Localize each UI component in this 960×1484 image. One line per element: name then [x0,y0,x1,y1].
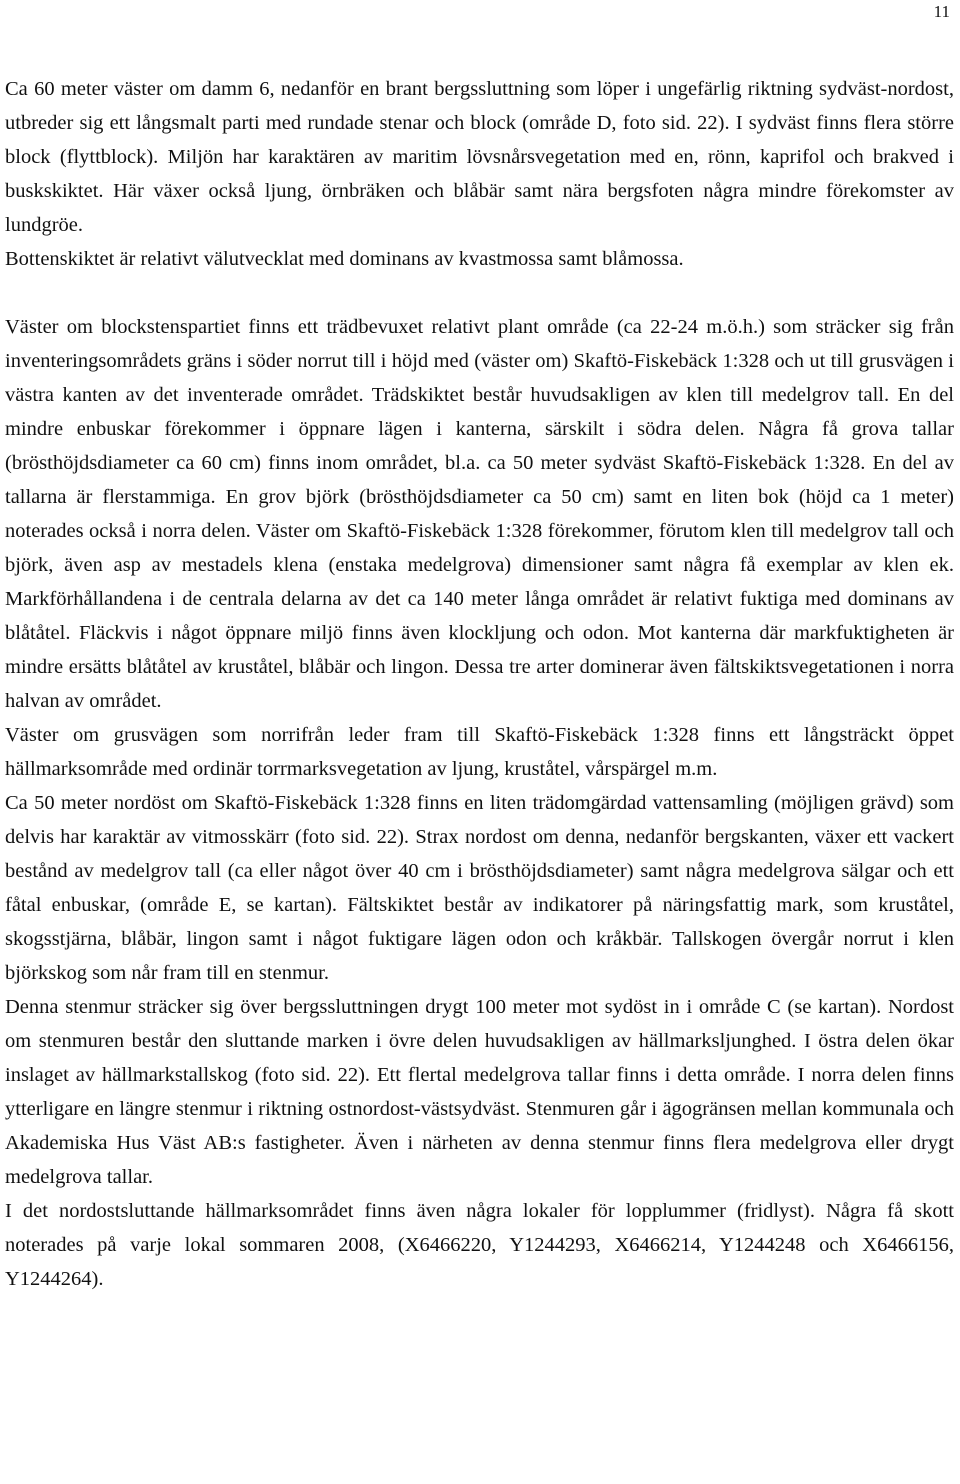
paragraph-rock-outcrop: Väster om grusvägen som norrifrån leder fram till Skaftö-Fiskebäck 1:328 finns ett långsträckt öppet hällmarksområde med ordinär torrmarksvegetation av ljung, kruståtel, vårspärgel m.m. [5,724,954,780]
paragraph-stone-wall: Denna stenmur sträcker sig över bergssluttningen drygt 100 meter mot sydöst in i område C (se kartan). Nordost om stenmuren består den sluttande marken i övre delen huvudsakligen av hällmarksljunghed. I östra delen ökar inslaget av hällmarkstallskog (foto sid. 22). Ett flertal medelgrova tallar finns i detta område. I norra delen finns ytterligare en längre stenmur i riktning ostnordost-västsydväst. Stenmuren går i ägogränsen mellan kommunala och Akademiska Hus Väst AB:s fastigheter. Även i närheten av denna stenmur finns flera medelgrova eller drygt medelgrova tallar. [5,996,954,1188]
paragraph-area-d: Ca 60 meter väster om damm 6, nedanför en brant bergssluttning som löper i ungefärlig riktning sydväst-nordost, utbreder sig ett långsmalt parti med rundade stenar och block (område D, foto sid. 22). I sydväst finns flera större block (flyttblock). Miljön har karaktären av maritim lövsnårsvegetation med en, rönn, kaprifol och brakved i buskskiktet. Här växer också ljung, örnbräken och blåbär samt nära bergsfoten några mindre förekomster av lundgröe. [5,78,954,236]
paragraph-wooded-area: Väster om blockstenspartiet finns ett trädbevuxet relativt plant område (ca 22-24 m.ö.h.) som sträcker sig från inventeringsområdets gräns i söder norrut till i höjd med (väster om) Skaftö-Fiskebäck 1:328 och ut till grusvägen i västra kanten av det inventerade området. Trädskiktet består huvudsakligen av klen till medelgrov tall. En del mindre enbuskar förekommer i öppnare lägen i kanterna, särskilt i södra delen. Några få grova tallar (brösthöjdsdiameter ca 60 cm) finns inom området, bl.a. ca 50 meter sydväst Skaftö-Fiskebäck 1:328. En del av tallarna är flerstammiga. En grov björk (brösthöjdsdiameter ca 50 cm) samt en liten bok (höjd ca 1 meter) noterades också i norra delen. Väster om Skaftö-Fiskebäck 1:328 förekommer, förutom klen till medelgrov tall och björk, även asp av mestadels klena (enstaka medelgrova) dimensioner samt några få exemplar av klen ek. Markförhållandena i de centrala delarna av det ca 140 meter långa området är relativt fuktiga med dominans av blåtåtel. Fläckvis i något öppnare miljö finns även klockljung och odon. Mot kanterna där markfuktigheten är mindre ersätts blåtåtel av kruståtel, blåbär och lingon. Dessa tre arter dominerar även fältskiktsvegetationen i norra halvan av området. [5,316,954,712]
paragraph-bottom-layer: Bottenskiktet är relativt välutvecklat med dominans av kvastmossa samt blåmossa. [5,248,684,270]
paragraph-water-body: Ca 50 meter nordöst om Skaftö-Fiskebäck 1:328 finns en liten trädomgärdad vattensamling (möjligen grävd) som delvis har karaktär av vitmosskärr (foto sid. 22). Strax nordost om denna, nedanför bergskanten, växer ett vackert bestånd av medelgrov tall (ca eller något över 40 cm i brösthöjdsdiameter) samt några medelgrova sälgar och ett fåtal enbuskar, (område E, se kartan). Fältskiktet består av indikatorer på näringsfattig mark, som kruståtel, skogsstjärna, blåbär, lingon samt i något fuktigare lägen odon och kråkbär. Tallskogen övergår norrut i klen björkskog som når fram till en stenmur. [5,792,954,984]
document-body [5,72,954,1296]
page-number: 11 [933,2,950,21]
paragraph-lycopodium: I det nordostsluttande hällmarksområdet finns även några lokaler för lopplummer (fridlyst). Några få skott noterades på varje lokal sommaren 2008, (X6466220, Y1244293, X6466214, Y1244248 och X6466156, Y1244264). [5,1200,954,1290]
